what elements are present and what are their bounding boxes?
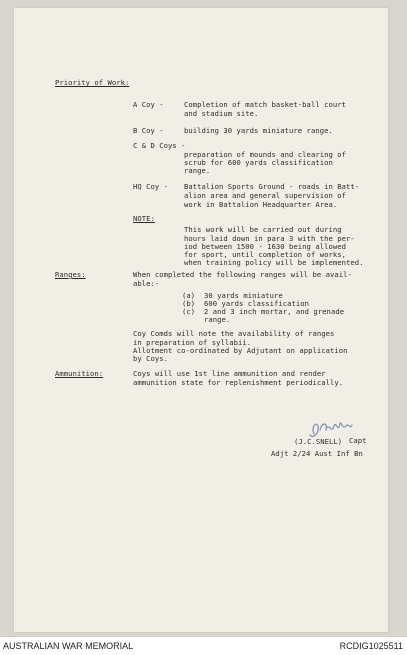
archive-footer [0, 636, 407, 655]
range-marker-c: (c) [182, 307, 196, 316]
footer-record-id: RCDIG1025511 [339, 641, 403, 651]
range-text-b: 600 yards classification [204, 299, 310, 308]
ranges-after-2: in preparation of syllabii. [133, 338, 252, 347]
ranges-intro-2: able:- [133, 279, 160, 288]
range-marker-a: (a) [182, 291, 196, 300]
range-text-c-2: range. [204, 315, 231, 324]
ranges-after-3: Allotment co-ordinated by Adjutant on application [133, 346, 348, 355]
note-line-5: when training policy will be implemented. [184, 258, 364, 267]
signatory-rank: Capt [349, 436, 367, 445]
ranges-label: Ranges: [55, 270, 86, 279]
ammunition-line-1: Coys will use 1st line ammunition and render [133, 369, 326, 378]
note-line-2: hours laid down in para 3 with the per- [184, 234, 355, 243]
document-page [14, 8, 388, 632]
item-label-b-coy: B Coy - [133, 126, 164, 135]
range-marker-b: (b) [182, 299, 196, 308]
item-text-hq-coy-1: Battalion Sports Ground - roads in Batt- [184, 182, 360, 191]
item-text-a-coy-2: and stadium site. [184, 109, 259, 118]
item-text-hq-coy-3: work in Battalion Headquarter Area. [184, 200, 338, 209]
item-text-cd-coys-2: scrub for 600 yards classification [184, 158, 333, 167]
note-line-3: iod between 1500 - 1630 being allowed [184, 242, 346, 251]
item-text-a-coy-1: Completion of match basket-ball court [184, 100, 346, 109]
item-label-a-coy: A Coy - [133, 100, 164, 109]
item-text-hq-coy-2: alion area and general supervision of [184, 191, 346, 200]
range-text-c-1: 2 and 3 inch mortar, and grenade [204, 307, 345, 316]
signatory-title: Adjt 2/24 Aust Inf Bn [271, 449, 363, 458]
item-label-hq-coy: HQ Coy - [133, 182, 169, 191]
ammunition-line-2: ammunition state for replenishment periodically. [133, 378, 344, 387]
item-text-cd-coys-3: range. [184, 166, 211, 175]
note-label: NOTE: [133, 214, 155, 223]
range-text-a: 30 yards miniature [204, 291, 283, 300]
note-line-1: This work will be carried out during [184, 225, 342, 234]
item-text-b-coy-1: building 30 yards miniature range. [184, 126, 333, 135]
item-text-cd-coys-1: preparation of mounds and clearing of [184, 150, 346, 159]
signatory-name: (J.C.SNELL) [294, 437, 343, 446]
ranges-intro-1: When completed the following ranges will be avail- [133, 270, 352, 279]
ranges-after-4: by Coys. [133, 354, 169, 363]
heading-priority-of-work: Priority of Work: [55, 78, 130, 87]
ranges-after-1: Coy Comds will note the availability of ranges [133, 329, 335, 338]
note-line-4: for sport, until completion of works, [184, 250, 346, 259]
footer-institution: AUSTRALIAN WAR MEMORIAL [3, 641, 134, 651]
ammunition-label: Ammunition: [55, 369, 104, 378]
item-label-cd-coys: C & D Coys - [133, 141, 186, 150]
